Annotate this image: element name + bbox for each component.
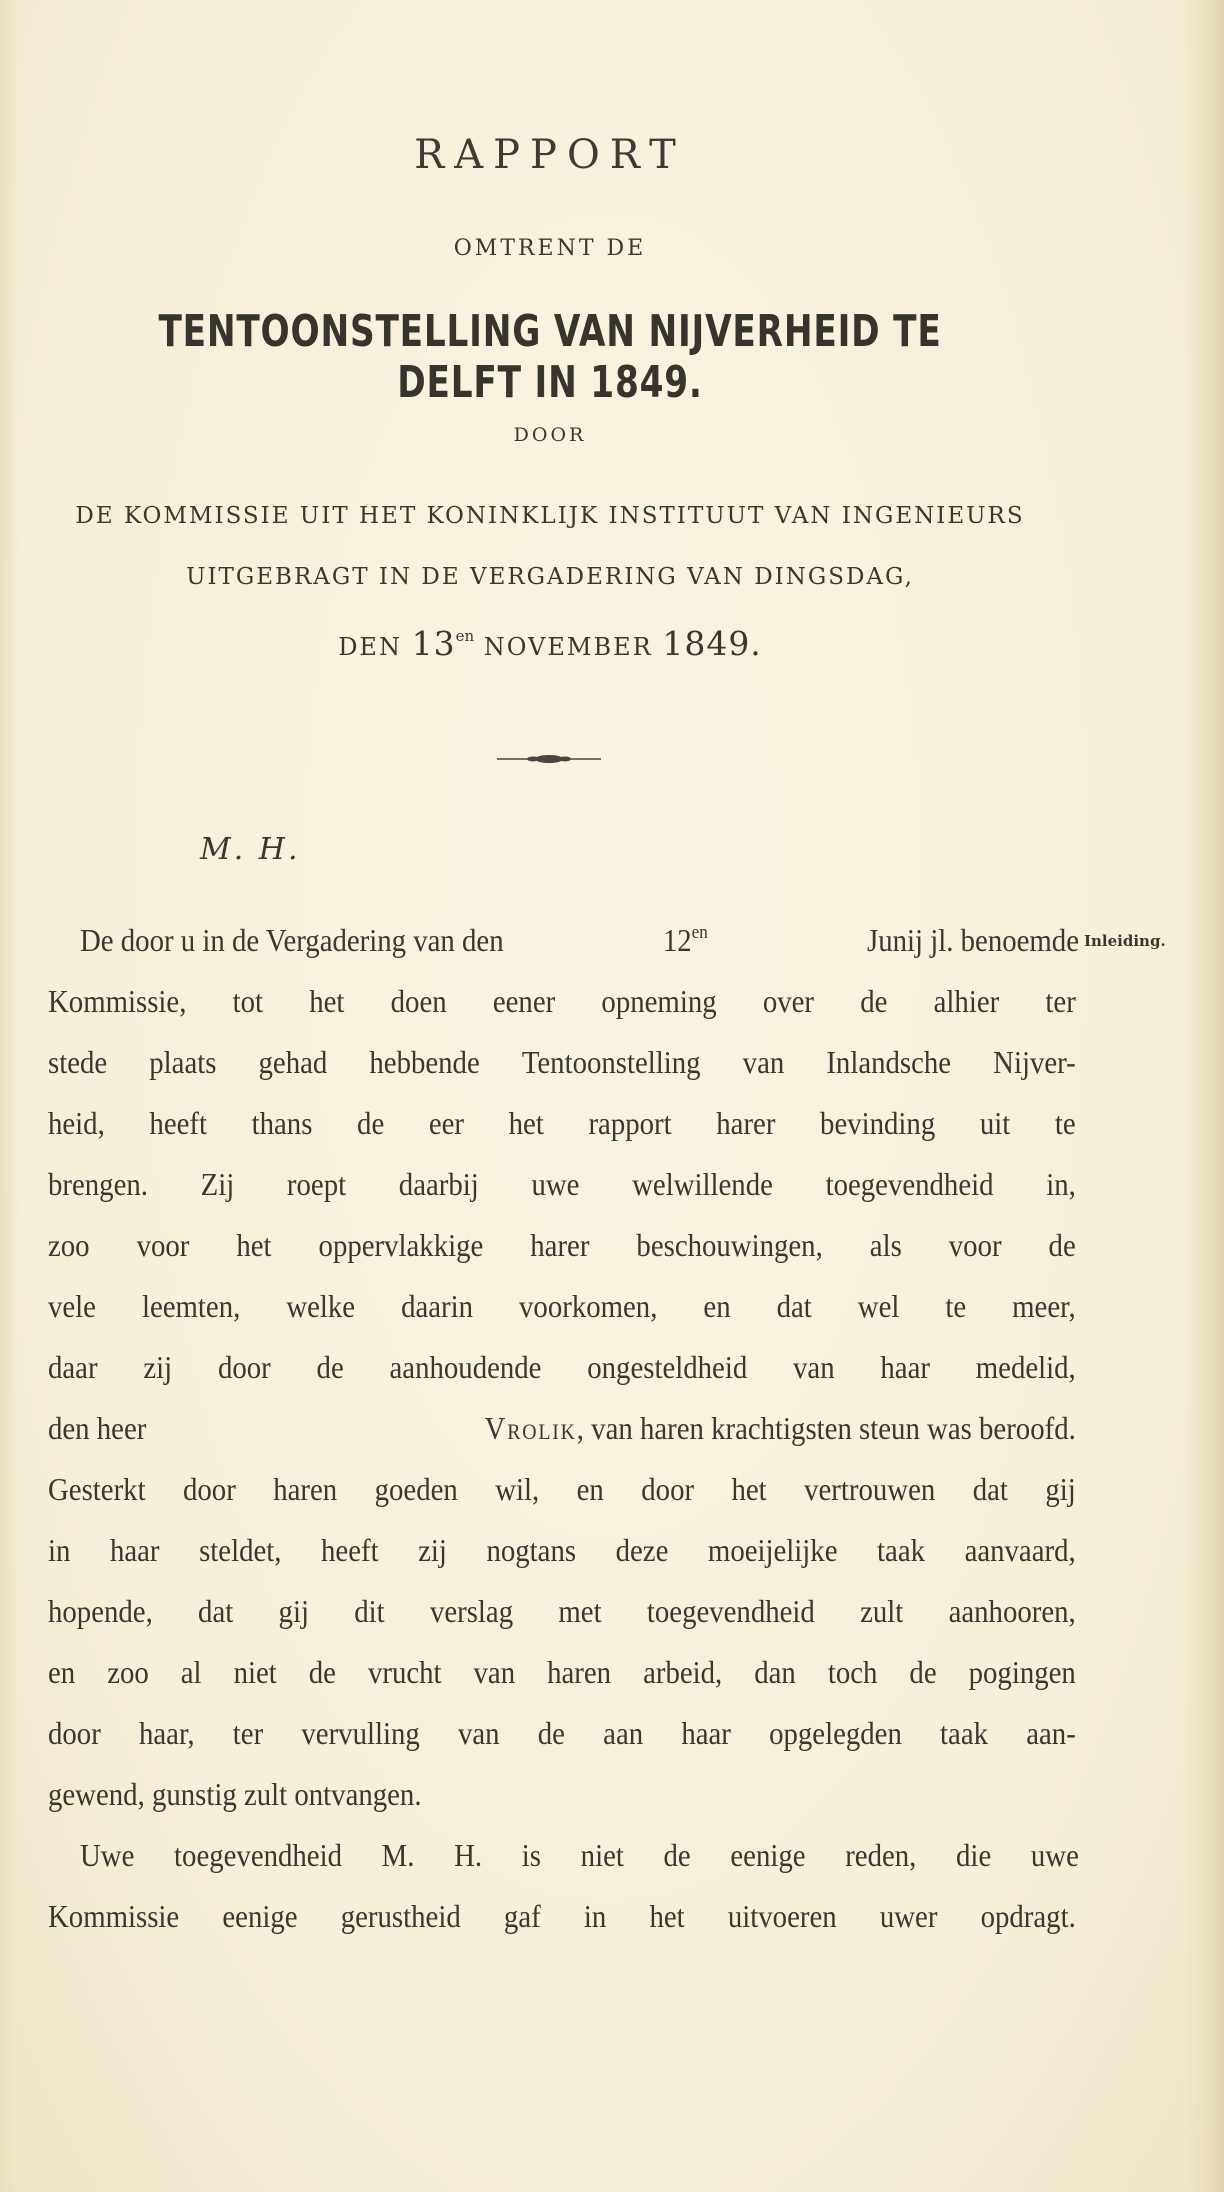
text-line-9 (48, 1410, 1076, 1460)
person-name: Vrolik (484, 1410, 577, 1446)
date-day: 13 (411, 624, 456, 663)
text-line-1b: Junij jl. benoemde (867, 922, 1079, 958)
text-line-10: Gesterkt door haren goeden wil, en door het vertrouwen dat gij (48, 1471, 1076, 1507)
text-line-4: heid, heeft thans de eer het rapport harer bevinding uit te (48, 1105, 1076, 1141)
report-omtrent: OMTRENT DE (453, 236, 647, 261)
ornament-divider (497, 752, 601, 766)
text-line-12: hopende, dat gij dit verslag met toegevendheid zult aanhooren, (48, 1593, 1076, 1629)
text-line-8: daar zij door de aanhoudende ongesteldheid van haar medelid, (48, 1349, 1076, 1385)
salutation: M. H. (200, 832, 301, 867)
date-month: NOVEMBER (483, 633, 653, 661)
page-edge-left (0, 0, 18, 2192)
text-line-7: vele leemten, welke daarin voorkomen, en dat wel te meer, (48, 1288, 1076, 1324)
report-title: RAPPORT (414, 132, 686, 178)
text-line-6: zoo voor het oppervlakkige harer beschouwingen, als voor de (48, 1227, 1076, 1263)
text-line-11: in haar steldet, heeft zij nogtans deze moeijelijke taak aanvaard, (48, 1532, 1076, 1568)
report-subject: TENTOONSTELLING VAN NIJVERHEID TE DELFT IN 1849. (158, 306, 942, 408)
committee-line-2: UITGEBRAGT IN DE VERGADERING VAN DINGSDAG, (186, 564, 914, 590)
margin-note: Inleiding. (1084, 932, 1166, 950)
report-door: DOOR (513, 424, 587, 446)
text-line-16: Uwe toegevendheid M. H. is niet de eenige reden, die uwe (80, 1837, 1079, 1873)
text-line-13: en zoo al niet de vrucht van haren arbeid, dan toch de pogingen (48, 1654, 1076, 1690)
text-line-9a: den heer (48, 1410, 147, 1446)
text-line-1-day: $12^{en}$ (662, 922, 708, 958)
text-line-14: door haar, ter vervulling van de aan haar opgelegden taak aan- (48, 1715, 1076, 1751)
text-line-15: gewend, gunstig zult ontvangen. (48, 1776, 422, 1812)
text-line-3: stede plaats gehad hebbende Tentoonstelling van Inlandsche Nijver- (48, 1044, 1076, 1080)
date-prefix: DEN (338, 633, 402, 661)
text-line-9b: , van haren krachtigsten steun was beroofd. (576, 1410, 1076, 1446)
date-suffix: en (455, 627, 475, 645)
text-line-1 (80, 922, 1079, 972)
committee-line-1: DE KOMMISSIE UIT HET KONINKLIJK INSTITUUT VAN INGENIEURS (75, 503, 1025, 529)
text-line-2: Kommissie, tot het doen eener opneming over de alhier ter (48, 983, 1076, 1019)
date-year: 1849. (662, 624, 762, 663)
text-line-1a: De door u in de Vergadering van den (80, 922, 504, 958)
report-date (0, 624, 1100, 663)
text-line-5: brengen. Zij roept daarbij uwe welwillende toegevendheid in, (48, 1166, 1076, 1202)
text-line-17: Kommissie eenige gerustheid gaf in het uitvoeren uwer opdragt. (48, 1898, 1076, 1934)
page-edge-right (1184, 0, 1224, 2192)
